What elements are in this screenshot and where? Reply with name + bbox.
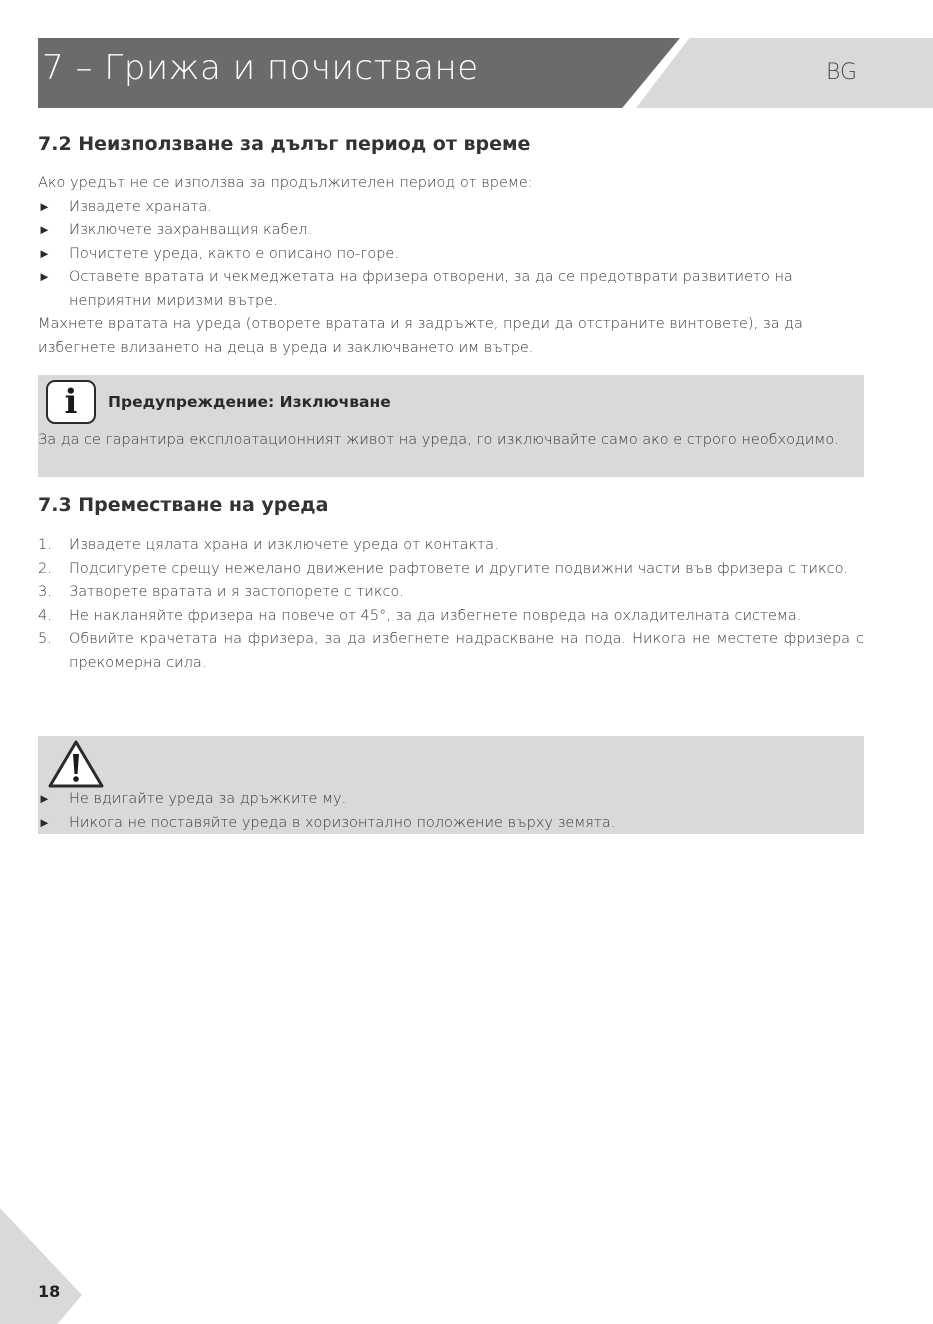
bullet-arrow-icon: ► (38, 199, 51, 215)
list-item: ► Никога не поставяйте уреда в хоризонтално положение върху земята. (38, 812, 864, 836)
list-item: 3. Затворете вратата и я застопорете с тиксо. (38, 584, 404, 600)
list-item: 5. Обвийте крачетата на фризера, за да избегнете надраскване на пода. Никога не местете фризера с прекомерна сила. (38, 631, 864, 671)
list-item: 4. Не накланяйте фризера на повече от 45°, за да избегнете повреда на охладителната система. (38, 607, 802, 624)
section-7-2-bullets (38, 196, 864, 314)
language-label: BG (826, 60, 858, 85)
warning-list (38, 788, 864, 835)
info-box (38, 375, 864, 477)
section-7-3-steps (38, 534, 864, 675)
page-number: 18 (38, 1282, 61, 1301)
section-7-2-intro: Ако уредът не се използва за продължителен период от време: (38, 175, 533, 191)
language-tab (636, 38, 933, 108)
section-7-2-body (38, 172, 864, 360)
warning-box (38, 736, 864, 834)
warning-icon (46, 738, 106, 790)
section-heading-7-3: 7.3 Преместване на уреда (38, 494, 329, 516)
bullet-arrow-icon: ► (38, 223, 51, 238)
bullet-arrow-icon: ► (38, 270, 51, 285)
list-item: ► Почистете уреда, както е описано по-горе. (38, 243, 864, 267)
section-heading-7-2: 7.2 Неизползване за дълъг период от време (38, 133, 531, 155)
bullet-arrow-icon: ► (38, 246, 51, 262)
list-item: ► Не вдигайте уреда за дръжките му. (38, 788, 864, 812)
info-icon: i (46, 380, 96, 424)
page-corner-tab (0, 1208, 82, 1324)
section-7-2-after: Махнете вратата на уреда (отворете вратата и я задръжте, преди да отстраните винтовете), за да избегнете влизането на деца в уреда и заключването им вътре. (38, 316, 803, 356)
list-item: 1. Извадете цялата храна и изключете уреда от контакта. (38, 537, 499, 553)
info-box-text: За да се гарантира експлоатационният живот на уреда, го изключвайте само ако е строго необходимо. (38, 432, 839, 448)
bullet-arrow-icon: ► (38, 815, 51, 831)
list-item: ► Извадете храната. (38, 196, 864, 220)
info-box-title: Предупреждение: Изключване (108, 393, 391, 411)
list-item: 2. Подсигурете срещу нежелано движение рафтовете и другите подвижни части във фризера с тиксо. (38, 560, 849, 577)
list-item: ► Изключете захранващия кабел. (38, 219, 864, 243)
bullet-arrow-icon: ► (38, 792, 51, 807)
section-7-3-body (38, 534, 864, 675)
list-item: ► Оставете вратата и чекмеджетата на фризера отворени, за да се предотврати развитието на неприятни миризми вътре. (38, 266, 864, 313)
chapter-title: 7 – Грижа и почистване (42, 48, 479, 88)
